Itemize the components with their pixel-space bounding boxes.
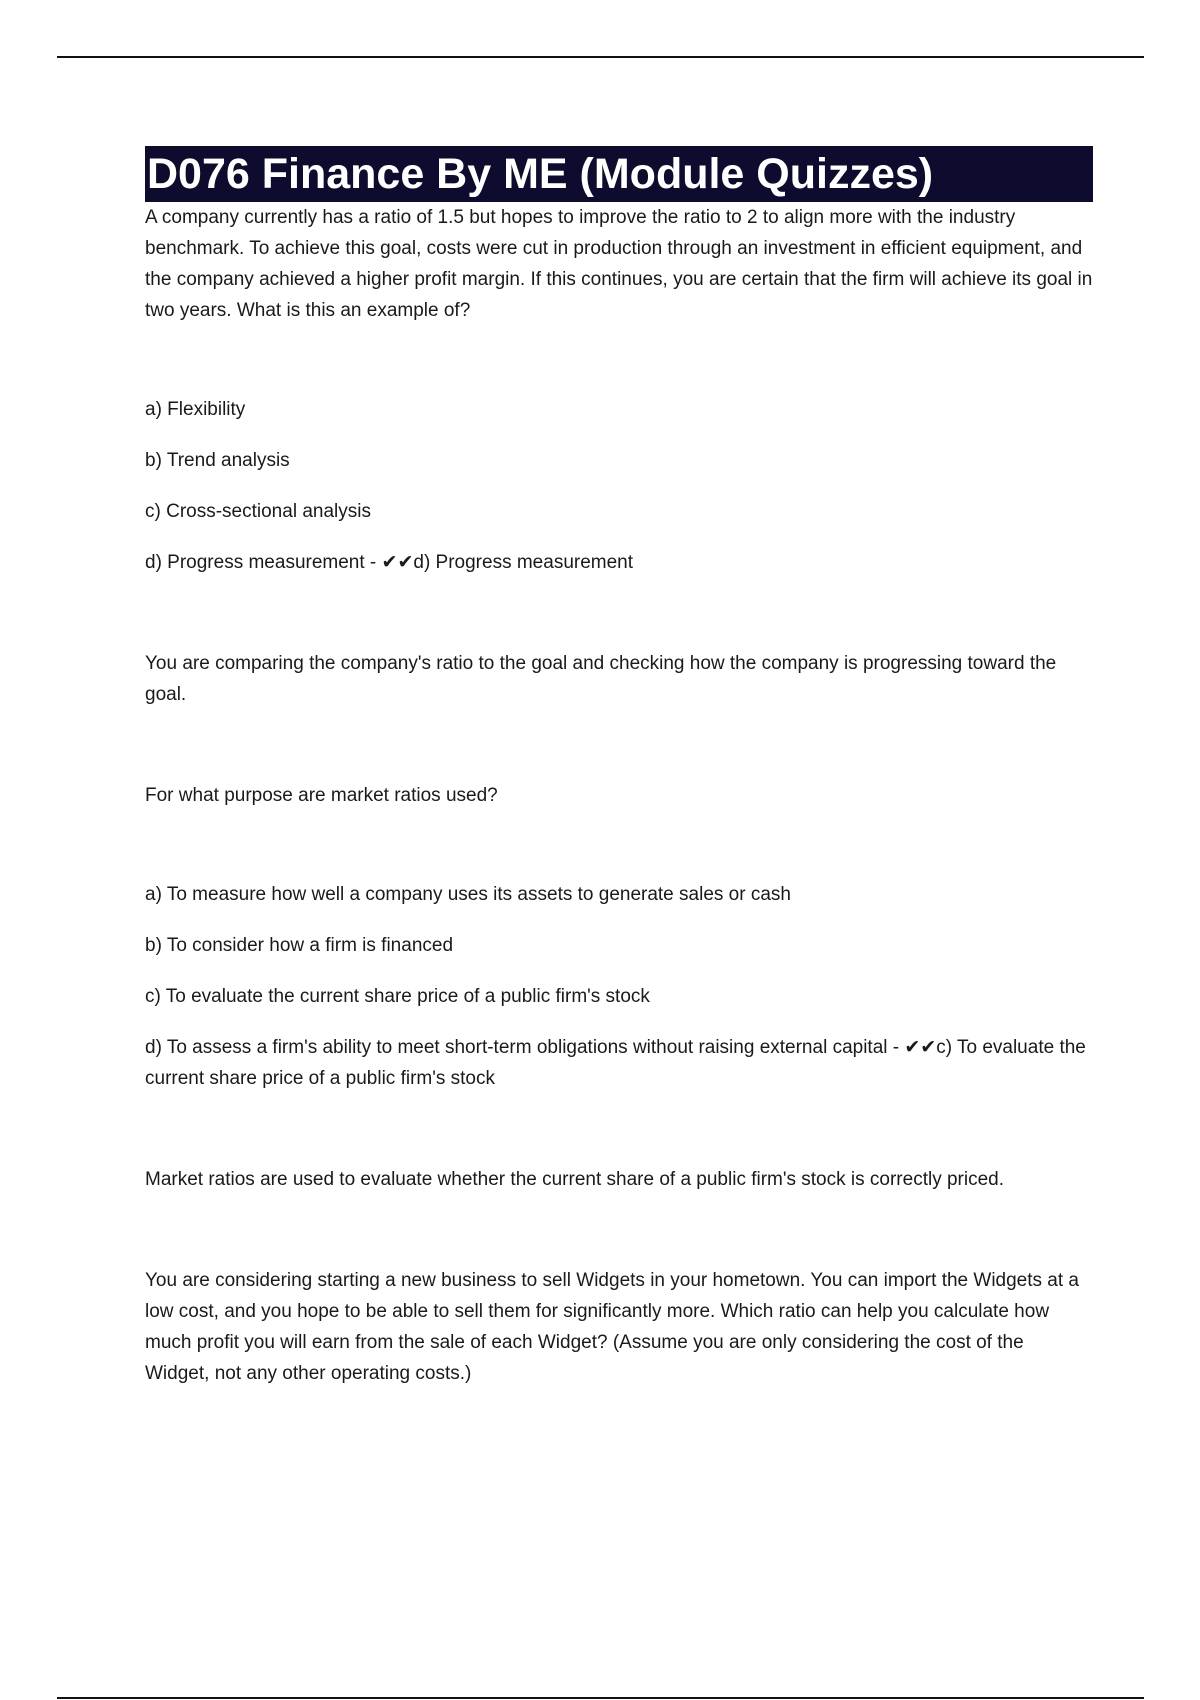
question-1-answer: d) Progress measurement [413, 552, 634, 573]
document-body [145, 146, 1093, 1389]
question-3-prompt: You are considering starting a new business to sell Widgets in your hometown. You can import the Widgets at a low cost, and you hope to be able to sell them for significantly more. Which ratio can help you calculate how much profit you will earn from the sale of each Widget? (Assume you are only considering the cost of the Widget, not any other operating costs.) [145, 1270, 1079, 1384]
question-1-option-d [145, 547, 1093, 578]
question-2-option-b: b) To consider how a firm is financed [145, 935, 454, 956]
check-mark-icon: ✔✔ [381, 551, 414, 573]
question-2-option-a: a) To measure how well a company uses its assets to generate sales or cash [145, 884, 791, 905]
question-1-option-d-text: d) Progress measurement - [145, 552, 382, 573]
header-rule [57, 56, 1144, 58]
question-1-option-b: b) Trend analysis [145, 450, 290, 471]
document-title: D076 Finance By ME (Module Quizzes) [145, 146, 1093, 202]
check-mark-icon: ✔✔ [904, 1036, 937, 1058]
question-1-option-c: c) Cross-sectional analysis [145, 501, 371, 522]
question-2-option-d [145, 1032, 1093, 1094]
question-2-explanation: Market ratios are used to evaluate whether the current share of a public firm's stock is correctly priced. [145, 1169, 1004, 1190]
question-2-option-c: c) To evaluate the current share price of a public firm's stock [145, 986, 650, 1007]
question-2-answer: c) To evaluate the current share price of a public firm's stock [145, 1037, 1086, 1089]
question-2-prompt: For what purpose are market ratios used? [145, 785, 498, 806]
question-2-option-d-text: d) To assess a firm's ability to meet short-term obligations without raising external capital - [145, 1037, 905, 1058]
question-1-option-a: a) Flexibility [145, 399, 246, 420]
question-1-prompt: A company currently has a ratio of 1.5 but hopes to improve the ratio to 2 to align more with the industry benchmark. To achieve this goal, costs were cut in production through an investment in efficient equipment, and the company achieved a higher profit margin. If this continues, you are certain that the firm will achieve its goal in two years. What is this an example of? [145, 207, 1093, 321]
question-1-explanation: You are comparing the company's ratio to the goal and checking how the company is progressing toward the goal. [145, 653, 1057, 705]
footer-rule [57, 1697, 1144, 1699]
